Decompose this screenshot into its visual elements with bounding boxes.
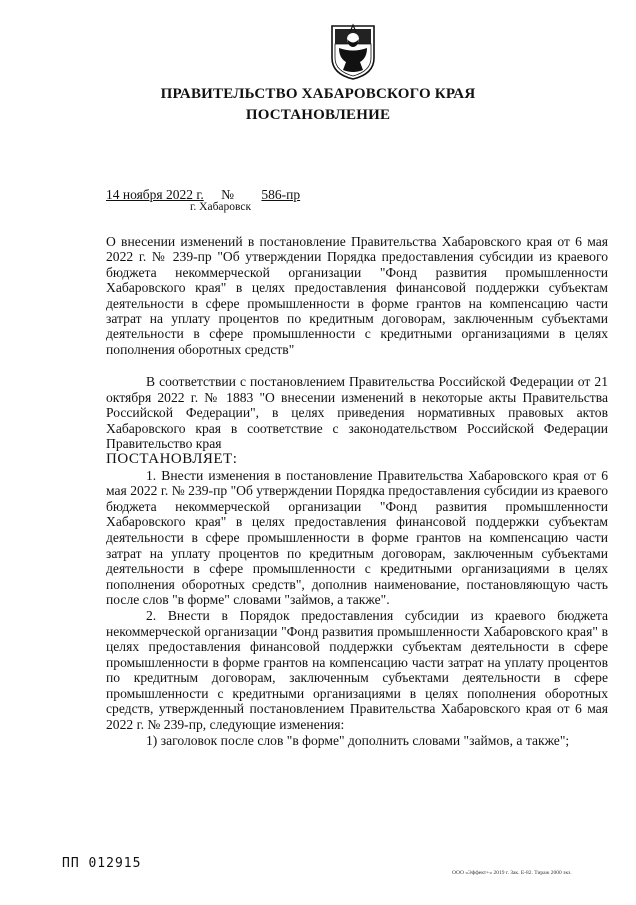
item-1-paragraph: 1. Внести изменения в постановление Правительства Хабаровского края от 6 мая 2022 г. № 239-пр "Об утверждении Порядка предоставления субсидии из краевого бюджета некоммерческой организации "Фонд развития промышленности Хабаровского края" в целях предоставления финансовой поддержки субъектам деятельности в сфере промышленности в форме грантов на компенсацию части затрат на уплату процентов по кредитным договорам, заключенным субъектами деятельности в сфере промышленности с кредитными организациями в целях пополнения оборотных средств", дополнив наименование, постановляющую часть после слов "в форме" словами "займов, а также".: [106, 467, 608, 608]
city: г. Хабаровск: [190, 201, 252, 213]
document-number: 586-пр: [261, 187, 301, 202]
coat-of-arms-icon: [330, 22, 376, 80]
number-label: №: [221, 187, 235, 202]
document-title: О внесении изменений в постановление Правительства Хабаровского края от 6 мая 2022 г. № 239-пр "Об утверждении Порядка предоставления субсидии из краевого бюджета некоммерческой организации "Фонд развития промышленности Хабаровского края" в целях предоставления финансовой поддержки субъектам деятельности в сфере промышленности в форме грантов на компенсацию части затрат на уплату процентов по кредитным договорам, заключенным субъектами деятельности в сфере промышленности с кредитными организациями в целях пополнения оборотных средств": [106, 234, 608, 357]
item-2-paragraph: 2. Внести в Порядок предоставления субсидии из краевого бюджета некоммерческой организации "Фонд развития промышленности Хабаровского края" в целях предоставления финансовой поддержки субъектам деятельности в сфере промышленности в форме грантов на компенсацию части затрат на уплату процентов по кредитным договорам, заключенным субъектами деятельности в сфере промышленности с кредитными организациями в целях пополнения оборотных средств, утвержденный постановлением Правительства Хабаровского края от 6 мая 2022 г. № 239-пр, следующие изменения:: [106, 607, 608, 733]
document-date: 14 ноября 2022 г.: [106, 187, 204, 202]
document-body: [106, 374, 608, 748]
document-type: ПОСТАНОВЛЕНИЕ: [245, 107, 391, 123]
item-2-1-paragraph: 1) заголовок после слов "в форме" дополнить словами "займов, а также";: [146, 732, 570, 748]
preamble-paragraph: В соответствии с постановлением Правительства Российской Федерации от 21 октября 2022 г. № 1883 "О внесении изменений в некоторые акты Правительства Российской Федерации", в целях приведения нормативных правовых актов Хабаровского края в соответствие с законодательством Российской Федерации Правительство края: [106, 374, 608, 452]
resolves-heading: ПОСТАНОВЛЯЕТ:: [106, 450, 238, 467]
printer-imprint: ООО «Эффект+» 2019 г. Зак. Е-82. Тираж 2000 экз.: [452, 870, 572, 876]
form-serial-number: ПП 012915: [62, 856, 142, 871]
government-name: ПРАВИТЕЛЬСТВО ХАБАРОВСКОГО КРАЯ: [160, 86, 476, 102]
